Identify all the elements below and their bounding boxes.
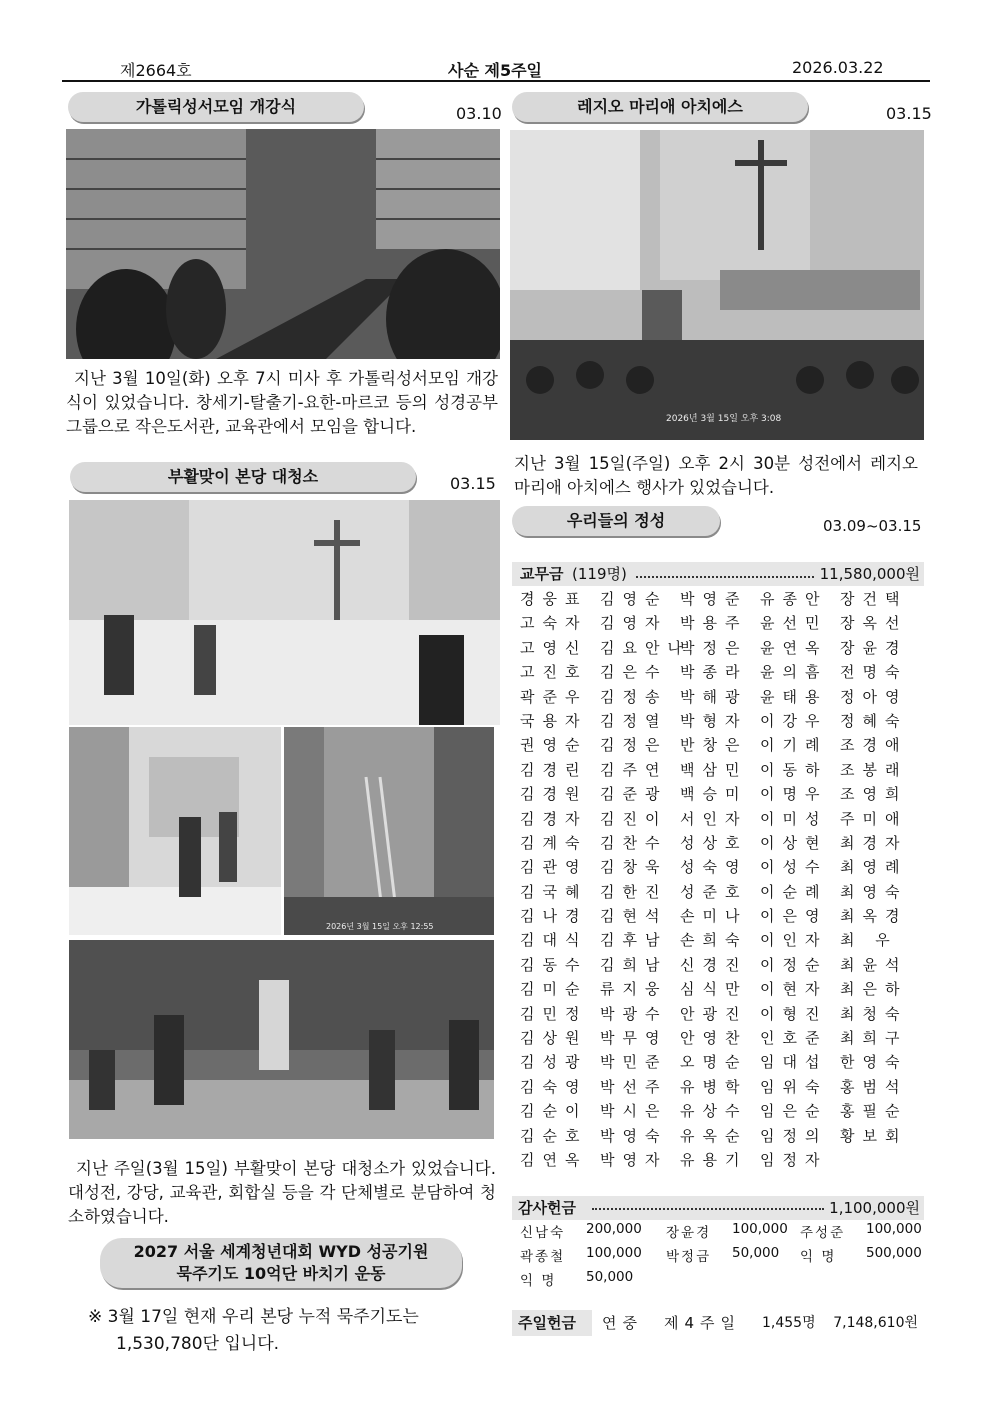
member-name: 이동하 (760, 760, 828, 779)
member-name: 김영순 (600, 590, 668, 608)
member-name: 이기례 (760, 736, 828, 755)
member-name: 박용주 (680, 614, 748, 633)
bible-caption: 지난 3월 10일(화) 오후 7시 미사 후 가톨릭성서모임 개강식이 있었습니다. 창세기-탈출기-요한-마르코 등의 성경공부 그룹으로 작은도서관, 교육관에서 모임을 합니다. (66, 369, 498, 436)
member-name: 이인자 (760, 931, 828, 950)
name-row (520, 954, 920, 978)
member-name: 김정은 (600, 736, 668, 755)
kyomu-dots (636, 562, 814, 578)
member-name: 최 우 (840, 931, 898, 950)
member-name: 오명순 (680, 1053, 748, 1072)
name-row (520, 1149, 920, 1173)
kyomu-label: 교무금 (520, 565, 564, 583)
name-row (520, 856, 920, 880)
member-name: 이형진 (760, 1004, 828, 1023)
cleaning-caption: 지난 주일(3월 15일) 부활맞이 본당 대청소가 있었습니다. 대성전, 강당, 교육관, 회합실 등을 각 단체별로 분담하여 청소하였습니다. (68, 1159, 496, 1226)
member-name: 김준광 (600, 785, 668, 804)
donation-amount: 50,000 (586, 1269, 634, 1285)
member-name: 최옥경 (840, 907, 908, 926)
name-row (520, 686, 920, 710)
member-name: 장건택 (840, 590, 908, 608)
issue-date: 2026.03.22 (792, 58, 884, 77)
member-name: 반창은 (680, 736, 748, 755)
donor-name: 곽종철 (520, 1249, 566, 1265)
donation-row (516, 1245, 920, 1269)
member-name: 김창욱 (600, 858, 668, 877)
member-name: 김경자 (520, 809, 588, 828)
cleaning-section-title: 부활맞이 본당 대청소 (70, 462, 416, 492)
member-name: 김진이 (600, 809, 668, 828)
member-name: 이명우 (760, 785, 828, 804)
donation-row (516, 1269, 920, 1293)
member-name: 김동수 (520, 955, 588, 974)
member-name: 황보회 (840, 1126, 908, 1145)
member-name: 박광수 (600, 1004, 668, 1023)
member-name: 박영숙 (600, 1126, 668, 1145)
member-name: 김희남 (600, 955, 668, 974)
member-name: 김나경 (520, 907, 588, 926)
name-row (520, 1003, 920, 1027)
member-name: 윤의흠 (760, 663, 828, 682)
name-row (520, 1076, 920, 1100)
member-name: 안영찬 (680, 1029, 748, 1048)
member-name: 김주연 (600, 760, 668, 779)
member-name: 김관영 (520, 858, 588, 877)
name-row (520, 832, 920, 856)
name-row (520, 783, 920, 807)
member-name: 김대식 (520, 931, 588, 950)
member-name (840, 1149, 920, 1173)
member-name: 윤태용 (760, 687, 828, 706)
member-name: 김숙영 (520, 1077, 588, 1096)
cleaning-hall-drawing (69, 727, 281, 935)
member-name: 김순호 (520, 1126, 588, 1145)
donor-name: 신남숙 (520, 1225, 566, 1241)
member-name: 김민정 (520, 1004, 588, 1023)
name-row (520, 1051, 920, 1075)
sunday-label: 주일헌금 (512, 1310, 592, 1336)
member-name: 김상원 (520, 1029, 588, 1048)
member-name: 최영례 (840, 858, 908, 877)
name-row (520, 1027, 920, 1051)
wyd-banner (100, 1238, 462, 1288)
member-name: 최희구 (840, 1029, 908, 1048)
member-name: 손미나 (680, 907, 748, 926)
member-name: 박민준 (600, 1053, 668, 1072)
name-row (520, 808, 920, 832)
member-name: 김찬수 (600, 833, 668, 852)
sunday-period: 연중 (602, 1314, 643, 1332)
wyd-note-line1: ※ 3월 17일 현재 우리 본당 누적 묵주기도는 (88, 1307, 419, 1327)
wyd-note-line2: 1,530,780단 입니다. (116, 1334, 280, 1354)
name-row (520, 1100, 920, 1124)
member-name: 김계숙 (520, 833, 588, 852)
page-header (62, 56, 930, 82)
name-row (520, 1125, 920, 1149)
bible-section-date: 03.10 (456, 104, 502, 123)
member-name: 이정순 (760, 955, 828, 974)
cleaning-photo-ladder (284, 727, 494, 935)
member-name: 이순례 (760, 882, 828, 901)
issue-number: 제2664호 (120, 61, 192, 80)
offering-section-title: 우리들의 정성 (512, 506, 720, 536)
member-name: 박선주 (600, 1077, 668, 1096)
kyomu-count: (119명) (572, 565, 627, 583)
member-name: 홍필순 (840, 1102, 908, 1121)
member-name: 이상현 (760, 833, 828, 852)
member-name: 권영순 (520, 736, 588, 755)
member-name: 성준호 (680, 882, 748, 901)
legio-caption: 지난 3월 15일(주일) 오후 2시 30분 성전에서 레지오 마리애 아치에스 행사가 있었습니다. (514, 454, 918, 497)
donor-name: 익 명 (800, 1249, 837, 1265)
member-name: 임대섭 (760, 1053, 828, 1072)
name-row (520, 710, 920, 734)
member-name: 김경린 (520, 760, 588, 779)
legio-event-photo (510, 130, 924, 440)
bible-study-photo (66, 129, 500, 359)
member-name: 한영숙 (840, 1053, 908, 1072)
member-name: 장윤경 (840, 638, 908, 657)
member-name: 김국혜 (520, 882, 588, 901)
name-row (520, 612, 920, 636)
member-name: 김순이 (520, 1102, 588, 1121)
donation-row (516, 1221, 920, 1245)
donor-name: 장윤경 (666, 1225, 712, 1241)
member-name: 임위숙 (760, 1077, 828, 1096)
cleaning-main-drawing (69, 500, 500, 725)
member-name: 이강우 (760, 711, 828, 730)
member-name: 임은순 (760, 1102, 828, 1121)
cleaning-photo-courtyard (69, 940, 494, 1139)
member-name: 정아영 (840, 687, 908, 706)
member-name: 김경원 (520, 785, 588, 804)
member-name: 이현자 (760, 980, 828, 999)
member-name: 김현석 (600, 907, 668, 926)
kyomu-total: 11,580,000원 (819, 565, 920, 583)
thanks-header (512, 1196, 924, 1220)
member-name: 고진호 (520, 663, 588, 682)
member-name: 백승미 (680, 785, 748, 804)
member-name: 류지웅 (600, 980, 668, 999)
sunday-offering-row (512, 1310, 924, 1336)
donor-name: 익 명 (520, 1273, 557, 1289)
name-row (520, 929, 920, 953)
member-name: 김미순 (520, 980, 588, 999)
donation-amount: 100,000 (866, 1221, 922, 1237)
donor-name: 주성준 (800, 1225, 846, 1241)
name-row (520, 905, 920, 929)
member-name: 최윤석 (840, 955, 908, 974)
member-name: 최영숙 (840, 882, 908, 901)
wyd-banner-line1: 2027 서울 세계청년대회 WYD 성공기원 (133, 1242, 429, 1261)
member-name: 박무영 (600, 1029, 668, 1048)
member-name: 서인자 (680, 809, 748, 828)
member-name: 박정은 (680, 638, 748, 657)
sunday-week: 제4주일 (664, 1314, 742, 1332)
offering-section-date: 03.09~03.15 (823, 517, 922, 535)
member-name: 유옥순 (680, 1126, 748, 1145)
member-name: 김정열 (600, 711, 668, 730)
member-name: 김요안나 (600, 638, 690, 657)
member-name: 손희숙 (680, 931, 748, 950)
name-row (520, 637, 920, 661)
name-row (520, 734, 920, 758)
member-name: 김은수 (600, 663, 668, 682)
member-name: 고숙자 (520, 614, 588, 633)
thanks-dots (592, 1196, 824, 1210)
member-name: 장옥선 (840, 614, 908, 633)
cleaning-section-date: 03.15 (450, 474, 496, 493)
donation-amount: 100,000 (586, 1245, 642, 1261)
member-name: 곽준우 (520, 687, 588, 706)
name-row (520, 881, 920, 905)
member-name: 유용기 (680, 1150, 748, 1169)
legio-section-title: 레지오 마리애 아치에스 (512, 92, 808, 122)
legio-photo-timestamp: 2026년 3월 15일 오후 3:08 (666, 414, 782, 424)
donation-amount: 50,000 (732, 1245, 780, 1261)
name-row (520, 978, 920, 1002)
member-name: 안광진 (680, 1004, 748, 1023)
member-name: 홍범석 (840, 1077, 908, 1096)
member-name: 박시은 (600, 1102, 668, 1121)
member-name: 심식만 (680, 980, 748, 999)
cleaning-photo-main (69, 500, 500, 725)
kyomu-name-list (520, 588, 920, 1173)
member-name: 박형자 (680, 711, 748, 730)
member-name: 박영준 (680, 590, 748, 608)
member-name: 국용자 (520, 711, 588, 730)
member-name: 유병학 (680, 1077, 748, 1096)
member-name: 윤선민 (760, 614, 828, 633)
member-name: 임정의 (760, 1126, 828, 1145)
member-name: 전명숙 (840, 663, 908, 682)
donation-amount: 200,000 (586, 1221, 642, 1237)
member-name: 윤연옥 (760, 638, 828, 657)
name-row (520, 759, 920, 783)
member-name: 유종안 (760, 590, 828, 608)
member-name: 박해광 (680, 687, 748, 706)
member-name: 성상호 (680, 833, 748, 852)
member-name: 김성광 (520, 1053, 588, 1072)
cleaning-courtyard-drawing (69, 940, 494, 1139)
donation-amount: 500,000 (866, 1245, 922, 1261)
kyomu-header (512, 562, 924, 586)
donor-name: 박정금 (666, 1249, 712, 1265)
liturgical-week: 사순 제5주일 (448, 61, 542, 80)
member-name: 이성수 (760, 858, 828, 877)
sunday-count: 1,455명 (762, 1315, 816, 1331)
member-name: 최청숙 (840, 1004, 908, 1023)
member-name: 박영자 (600, 1150, 668, 1169)
legio-event-photo-drawing (510, 130, 924, 440)
member-name: 김정송 (600, 687, 668, 706)
member-name: 김한진 (600, 882, 668, 901)
member-name: 고영신 (520, 638, 588, 657)
legio-section-date: 03.15 (886, 104, 932, 123)
member-name: 경웅표 (520, 590, 588, 608)
wyd-banner-line2: 묵주기도 10억단 바치기 운동 (176, 1264, 386, 1283)
member-name: 조영희 (840, 785, 908, 804)
member-name: 김후남 (600, 931, 668, 950)
member-name: 조봉래 (840, 760, 908, 779)
member-name: 인호준 (760, 1029, 828, 1048)
member-name: 백삼민 (680, 760, 748, 779)
name-row (520, 588, 920, 612)
member-name: 박종라 (680, 663, 748, 682)
member-name: 임정자 (760, 1150, 828, 1169)
member-name: 김영자 (600, 614, 668, 633)
member-name: 성숙영 (680, 858, 748, 877)
member-name: 조경애 (840, 736, 908, 755)
thanks-label: 감사헌금 (518, 1199, 576, 1217)
member-name: 유상수 (680, 1102, 748, 1121)
member-name: 이미성 (760, 809, 828, 828)
member-name: 최경자 (840, 833, 908, 852)
sunday-amount: 7,148,610원 (833, 1315, 918, 1331)
cleaning-photo-timestamp: 2026년 3월 15일 오후 12:55 (326, 922, 434, 931)
member-name: 김연옥 (520, 1150, 588, 1169)
member-name: 최은하 (840, 980, 908, 999)
thanks-total: 1,100,000원 (829, 1199, 920, 1217)
cleaning-ladder-drawing (284, 727, 494, 935)
member-name: 신경진 (680, 955, 748, 974)
member-name: 주미애 (840, 809, 908, 828)
bible-study-photo-drawing (66, 129, 500, 359)
bible-section-title: 가톨릭성서모임 개강식 (68, 92, 364, 122)
name-row (520, 661, 920, 685)
cleaning-photo-hall (69, 727, 281, 935)
donation-amount: 100,000 (732, 1221, 788, 1237)
member-name: 정혜숙 (840, 711, 908, 730)
member-name: 이은영 (760, 907, 828, 926)
